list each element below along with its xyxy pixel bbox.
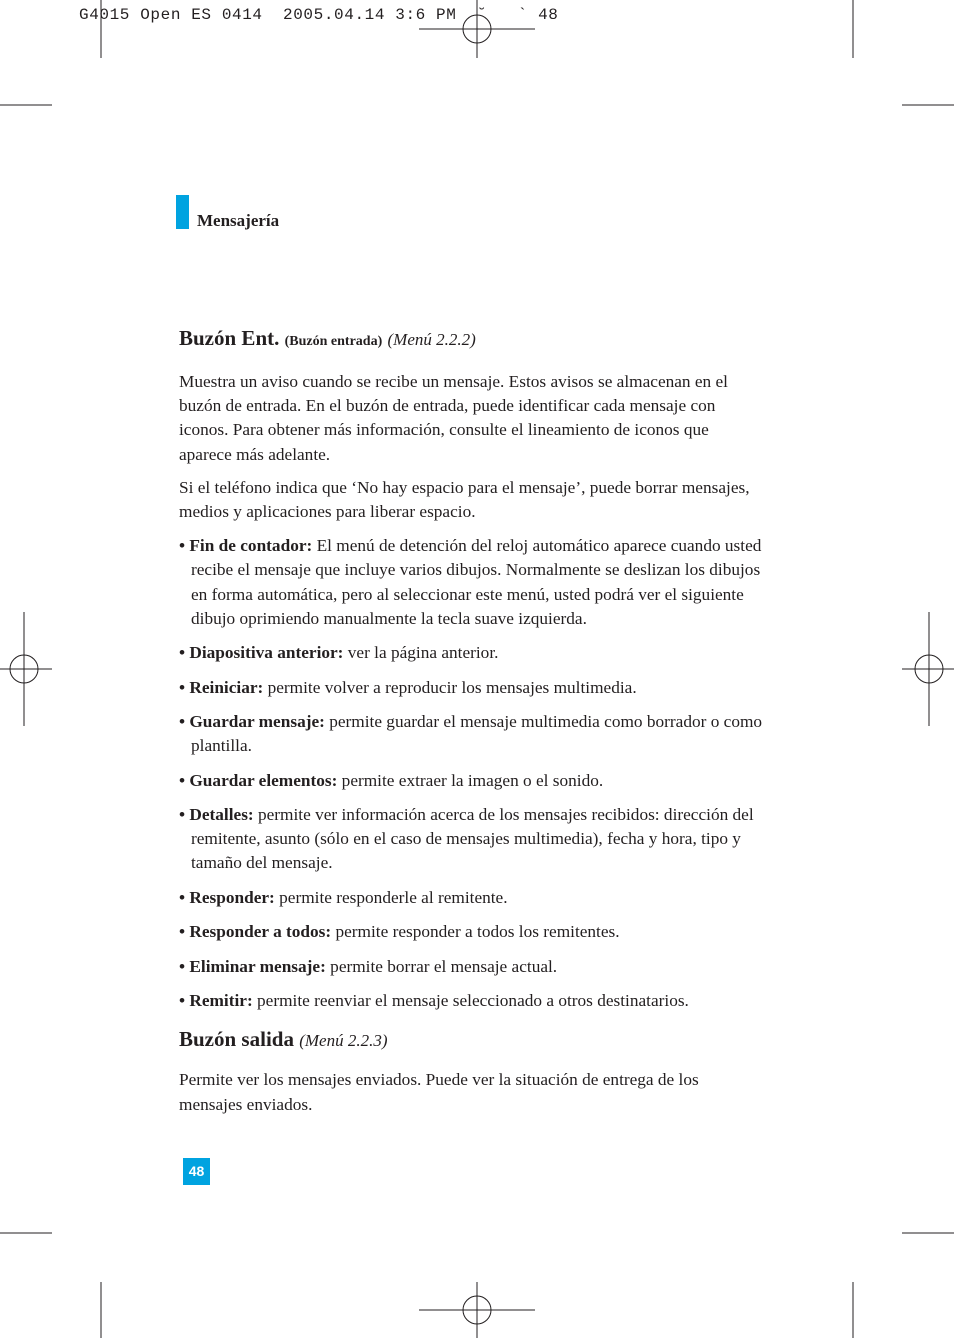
list-item bbox=[179, 641, 764, 665]
option-description: permite responderle al remitente. bbox=[274, 887, 508, 907]
inbox-paragraph-2: Si el teléfono indica que ‘No hay espacio para el mensaje’, puede borrar mensajes, medios y aplicaciones para liberar espacio. bbox=[179, 477, 750, 522]
inbox-menu-ref: (Menú 2.2.2) bbox=[387, 330, 476, 349]
inbox-title: Buzón Ent. bbox=[179, 326, 280, 350]
option-description: permite borrar el mensaje actual. bbox=[325, 956, 558, 976]
outbox-title: Buzón salida bbox=[179, 1027, 294, 1052]
page-content bbox=[179, 322, 764, 1117]
outbox-paragraph: Permite ver los mensajes enviados. Puede ver la situación de entrega de los mensajes enviados. bbox=[179, 1070, 699, 1114]
option-term: • Diapositiva anterior: bbox=[179, 643, 344, 663]
option-description: permite extraer la imagen o el sonido. bbox=[337, 770, 604, 790]
option-term: • Responder: bbox=[179, 887, 275, 907]
list-item bbox=[179, 710, 764, 758]
option-term: • Detalles: bbox=[179, 804, 254, 824]
page-number: 48 bbox=[183, 1158, 210, 1185]
option-description: permite reenviar el mensaje seleccionado a otros destinatarios. bbox=[252, 990, 689, 1010]
option-term: • Guardar mensaje: bbox=[179, 712, 325, 731]
option-term: • Eliminar mensaje: bbox=[179, 956, 326, 976]
option-description: El menú de detención del reloj automático aparece cuando usted recibe el mensaje que incluye varios dibujos. Normalmente se deslizan los dibujos en forma automática, pero al seleccionar este menú, usted podrá ver el siguiente dibujo oprimiendo manualmente la tecla suave izquierda. bbox=[191, 536, 762, 628]
option-term: • Fin de contador: bbox=[179, 536, 313, 556]
option-term: • Remitir: bbox=[179, 990, 253, 1010]
section-accent-bar bbox=[176, 195, 189, 229]
option-description: permite guardar el mensaje multimedia como borrador o como plantilla. bbox=[191, 712, 763, 756]
print-slug: G4015 Open ES 0414 2005.04.14 3:6 PM ˘ ` 48 bbox=[79, 6, 559, 24]
list-item bbox=[179, 534, 764, 631]
option-description: permite volver a reproducir los mensajes multimedia. bbox=[263, 677, 637, 697]
option-term: • Reiniciar: bbox=[179, 677, 264, 697]
outbox-heading bbox=[179, 1023, 764, 1057]
list-item bbox=[179, 920, 764, 944]
list-item bbox=[179, 769, 764, 793]
list-item bbox=[179, 989, 764, 1013]
section-title: Mensajería bbox=[197, 211, 280, 230]
option-term: • Responder a todos: bbox=[179, 922, 332, 942]
option-description: permite ver información acerca de los mensajes recibidos: dirección del remitente, asunto (sólo en el caso de mensajes multimedia), fecha y hora, tipo y tamaño del mensaje. bbox=[191, 804, 754, 873]
inbox-options-list bbox=[179, 534, 764, 1013]
inbox-heading bbox=[179, 322, 764, 358]
option-description: ver la página anterior. bbox=[343, 643, 499, 663]
inbox-subtitle: (Buzón entrada) bbox=[284, 334, 383, 349]
outbox-menu-ref: (Menú 2.2.3) bbox=[299, 1031, 388, 1051]
list-item bbox=[179, 803, 764, 876]
option-term: • Guardar elementos: bbox=[179, 770, 338, 790]
option-description: permite responder a todos los remitentes. bbox=[331, 922, 620, 942]
inbox-paragraph-1: Muestra un aviso cuando se recibe un mensaje. Estos avisos se almacenan en el buzón de entrada. En el buzón de entrada, puede identificar cada mensaje con iconos. Para obtener más información, consulte el lineamiento de iconos que aparece más adelante. bbox=[179, 372, 728, 464]
list-item bbox=[179, 886, 764, 910]
list-item bbox=[179, 676, 764, 700]
list-item bbox=[179, 955, 764, 979]
